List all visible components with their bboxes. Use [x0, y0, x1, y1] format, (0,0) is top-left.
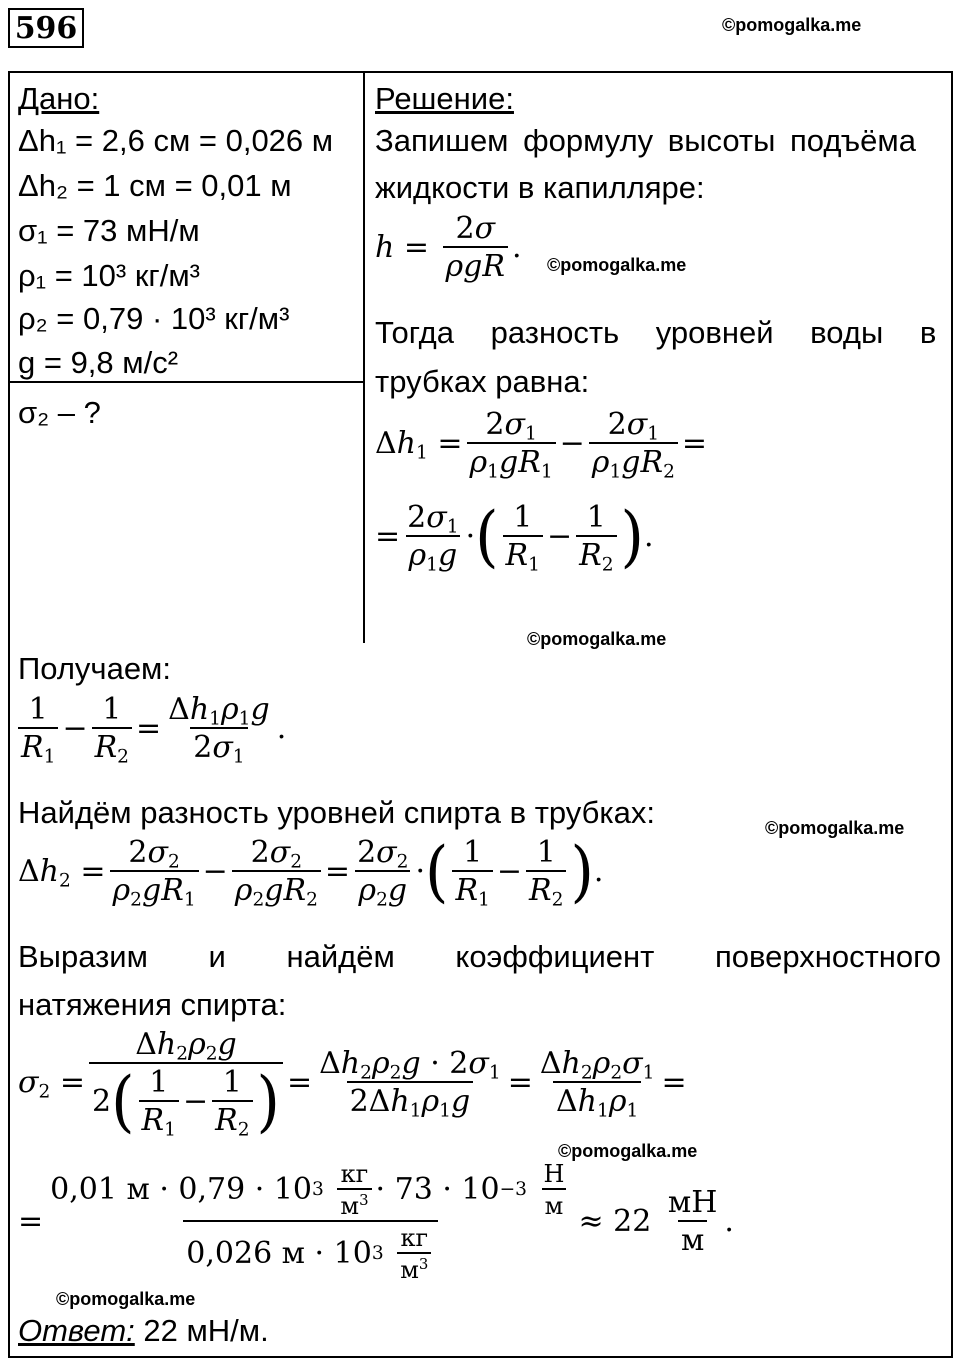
given-line-6: g = 9,8 м/с²	[18, 345, 179, 380]
find-value: σ₂ – ?	[18, 395, 101, 430]
solution-para-5b: натяжения спирта:	[18, 987, 287, 1022]
answer	[18, 1315, 269, 1346]
watermark-5: ©pomogalka.me	[56, 1289, 196, 1309]
problem-number-text: 596	[14, 10, 78, 46]
solution-para-5a-text: Выразим и найдём коэффициент поверхностного	[18, 939, 942, 974]
solution-para-1a-text: Запишем формулу высоты подъёма	[375, 123, 916, 158]
formula-water-diff: $\Delta h_1$ = $\frac{2\sigma_1}{\rho_1gR_1}$ − $\frac{2\sigma_1}{\rho_1gR_2}$ =	[375, 407, 708, 483]
solution-para-4: Найдём разность уровней спирта в трубках:	[18, 795, 655, 830]
watermark-2: ©pomogalka.me	[527, 629, 667, 649]
problem-number	[8, 8, 84, 48]
given-heading: Дано:	[18, 81, 100, 116]
watermark-1: ©pomogalka.me	[547, 255, 687, 275]
given-line-1: Δh₁ = 2,6 см = 0,026 м	[18, 123, 334, 158]
solution-para-2a: Тогда разность уровней воды в	[375, 315, 937, 350]
table-right-border	[951, 71, 953, 1358]
given-line-2: Δh₂ = 1 см = 0,01 м	[18, 168, 292, 203]
formula-radius-diff: $\frac{1}{R_1}$ − $\frac{1}{R_2}$ = $\frac{\Delta h_1\rho_1g}{2\sigma_1}$ .	[14, 695, 286, 763]
given-find-divider	[8, 381, 365, 383]
given-line-5: ρ₂ = 0,79 · 10³ кг/м³	[18, 301, 290, 336]
formula-water-diff-factored: = $\frac{2\sigma_1}{\rho_1g}$ · ( $\frac{1}{R_1}$ − $\frac{1}{R_2}$ ) .	[375, 498, 654, 576]
solution-para-3: Получаем:	[18, 651, 171, 686]
solution-para-1a	[375, 125, 941, 156]
column-divider	[363, 71, 365, 643]
watermark-3: ©pomogalka.me	[765, 818, 905, 838]
formula-capillary-height: h = $\frac{2\sigma}{\text{ρgR}}$ .	[375, 211, 522, 284]
solution-heading: Решение:	[375, 81, 514, 116]
table-bottom-border	[8, 1356, 953, 1358]
given-line-4: ρ₁ = 10³ кг/м³	[18, 258, 200, 293]
given-line-3: σ₁ = 73 мН/м	[18, 213, 200, 248]
table-left-border	[8, 71, 10, 1358]
watermark-4: ©pomogalka.me	[558, 1141, 698, 1161]
answer-value: 22 мН/м.	[143, 1313, 269, 1348]
formula-sigma2-derivation: $\sigma_2$ = $\Delta h_2\rho_2g$ 2 ( $\frac{1}{R_1}$ − $\frac{1}{R_2}$ ) = $\frac{\Delta h_2\rho_2g \cdot 2\sigma_1}{2\Delta h_1\rho_1g}$ = $\frac{\Delta h_2\rho_2\sigma_1}{\Delta h_1\rho_1}$ =	[18, 1027, 687, 1141]
formula-numeric-result: = 0,01 м · 0,79 · 10 3 $\frac{кг}{м^3}$ · 73 · 10 −3 $\frac{Н}{м}$ 0,026 м · 10 3 $\frac{кг}{м^3}$ ≈ 22 $\frac{мН}{м}$ .	[18, 1160, 734, 1284]
watermark-top: ©pomogalka.me	[722, 15, 862, 35]
table-top-border	[8, 71, 953, 73]
solution-para-5a	[18, 941, 941, 972]
solution-para-2b: трубках равна:	[375, 364, 590, 399]
solution-para-1b: жидкости в капилляре:	[375, 170, 705, 205]
formula-alcohol-diff: $\Delta h_2$ = $\frac{2\sigma_2}{\rho_2gR_1}$ − $\frac{2\sigma_2}{\rho_2gR_2}$ = $\frac{2\sigma_2}{\rho_2g}$ · ( $\frac{1}{R_1}$ − $\frac{1}{R_2}$ ) .	[18, 833, 604, 911]
answer-label: Ответ:	[18, 1313, 135, 1348]
